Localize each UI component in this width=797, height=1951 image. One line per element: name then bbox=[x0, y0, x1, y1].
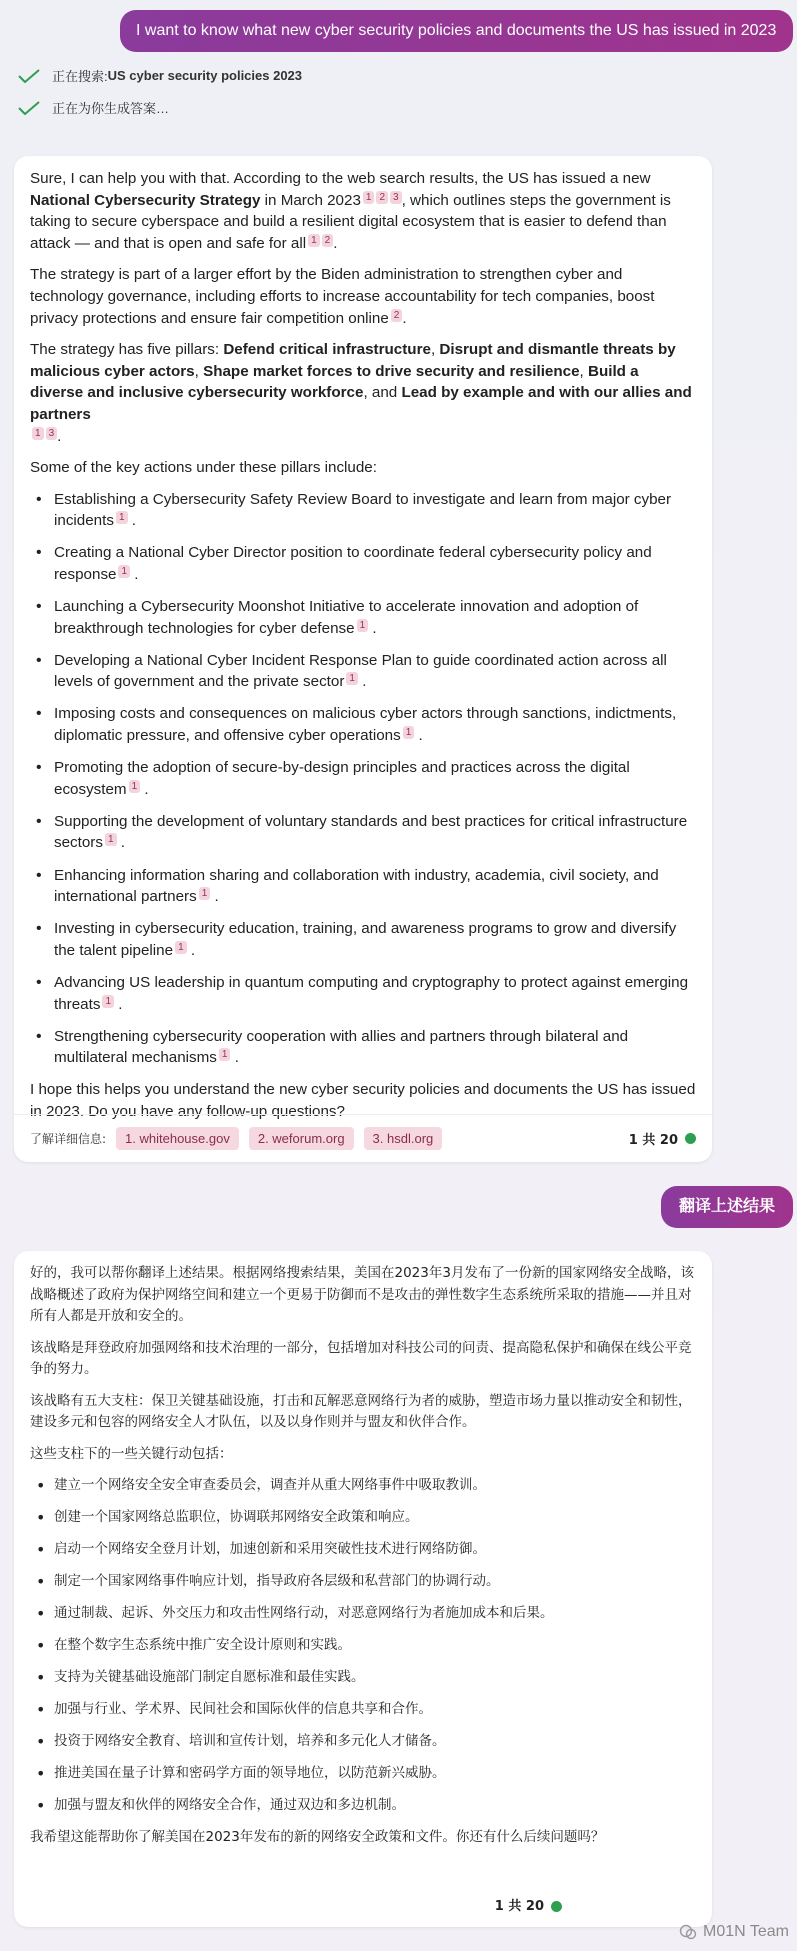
user-message-bubble bbox=[661, 1186, 793, 1228]
citation-1[interactable]: 1 bbox=[346, 672, 358, 685]
citation-3[interactable]: 3 bbox=[390, 191, 402, 204]
text: in March 2023 bbox=[260, 191, 361, 209]
text: Advancing US leadership in quantum computing and cryptography to protect against emerging threats bbox=[54, 973, 689, 1013]
answer-card-english bbox=[14, 156, 712, 1162]
turn-counter-text: 1 共 20 bbox=[494, 1898, 544, 1914]
citation-1[interactable]: 1 bbox=[105, 833, 117, 846]
citation-1[interactable]: 1 bbox=[129, 780, 141, 793]
citation-1[interactable]: 1 bbox=[32, 427, 44, 440]
source-link-hsdl[interactable]: 3. hsdl.org bbox=[364, 1127, 443, 1150]
wechat-logo-icon bbox=[679, 1923, 697, 1941]
turn-counter bbox=[495, 1896, 562, 1918]
text: , bbox=[194, 362, 204, 380]
status-dot-icon bbox=[685, 1133, 696, 1144]
list-item: • Promoting the adoption of secure-by-design principles and practices across the digital ecosystem 1 . bbox=[30, 757, 696, 800]
text: Enhancing information sharing and collaboration with industry, academia, civil society, and international partners bbox=[54, 866, 659, 906]
citation-2[interactable]: 2 bbox=[376, 191, 388, 204]
list-item: • 通过制裁、起诉、外交压力和攻击性网络行动，对恶意网络行为者施加成本和后果。 bbox=[30, 1603, 696, 1625]
list-item: • Enhancing information sharing and collaboration with industry, academia, civil society, and international partners 1 . bbox=[30, 865, 696, 908]
list-item: • Advancing US leadership in quantum computing and cryptography to protect against emerging threats 1 . bbox=[30, 972, 696, 1015]
text: Creating a National Cyber Director position to coordinate federal cybersecurity policy and response bbox=[54, 544, 652, 583]
citation-2[interactable]: 2 bbox=[391, 309, 403, 322]
citation-1[interactable]: 1 bbox=[363, 191, 375, 204]
watermark-text: M01N Team bbox=[703, 1923, 789, 1940]
answer-paragraph bbox=[30, 264, 696, 329]
text: Developing a National Cyber Incident Response Plan to guide coordinated action across all levels of government and the private sector bbox=[54, 651, 667, 691]
text: Strengthening cybersecurity cooperation with allies and partners through bilateral and multilateral mechanisms bbox=[54, 1027, 629, 1067]
citation-3[interactable]: 3 bbox=[46, 427, 58, 440]
pillar-4: Build a diverse and inclusive cybersecurity workforce bbox=[30, 362, 639, 402]
citation-1[interactable]: 1 bbox=[357, 619, 369, 632]
citation-1[interactable]: 1 bbox=[403, 726, 415, 739]
pillar-5: Lead by example and with our allies and partners bbox=[30, 384, 692, 423]
learn-more-label: 了解详细信息: bbox=[30, 1132, 107, 1146]
citation-2[interactable]: 2 bbox=[322, 234, 334, 247]
list-item: • Imposing costs and consequences on malicious cyber actors through sanctions, indictments, diplomatic pressure, and offensive cyber operations 1 . bbox=[30, 703, 696, 746]
watermark bbox=[679, 1923, 789, 1941]
text: , and bbox=[363, 384, 402, 402]
list-item: • Investing in cybersecurity education, training, and awareness programs to grow and diversify the talent pipeline 1 . bbox=[30, 918, 696, 961]
list-item: • Developing a National Cyber Incident Response Plan to guide coordinated action across all levels of government and the private sector 1 . bbox=[30, 650, 696, 693]
user-message-bubble bbox=[120, 10, 793, 52]
text: . bbox=[402, 309, 407, 327]
text: Imposing costs and consequences on malicious cyber actors through sanctions, indictments, diplomatic pressure, and offensive cyber operations bbox=[54, 705, 677, 745]
answer-card-chinese bbox=[14, 1251, 712, 1927]
text: , which outlines steps the government is taking to secure cyberspace and build a resilient digital ecosystem that is easier to defend than attack — and that is open and safe for all bbox=[30, 191, 671, 252]
answer-paragraph: 该战略是拜登政府加强网络和技术治理的一部分，包括增加对科技公司的问责、提高隐私保护和确保在线公平竞争的努力。 bbox=[30, 1339, 692, 1377]
list-item: • 加强与行业、学术界、民间社会和国际伙伴的信息共享和合作。 bbox=[30, 1699, 696, 1721]
key-actions-list bbox=[30, 489, 696, 1069]
citation-1[interactable]: 1 bbox=[219, 1048, 231, 1061]
list-item: • Establishing a Cybersecurity Safety Review Board to investigate and learn from major cyber incidents 1 . bbox=[30, 489, 696, 532]
answer-paragraph: 该战略有五大支柱：保卫关键基础设施，打击和瓦解恶意网络行为者的威胁，塑造市场力量以推动安全和韧性，建设多元和包容的网络安全人才队伍，以及以身作则并与盟友和伙伴合作。 bbox=[30, 1392, 692, 1430]
text: Launching a Cybersecurity Moonshot Initiative to accelerate innovation and adoption of breakthrough technologies for cyber defense bbox=[54, 598, 639, 637]
citation-1[interactable]: 1 bbox=[199, 887, 211, 900]
pillar-3: Shape market forces to drive security and resilience bbox=[203, 362, 580, 380]
check-icon bbox=[18, 69, 40, 83]
list-item: • 建立一个网络安全安全审查委员会，调查并从重大网络事件中吸取教训。 bbox=[30, 1475, 696, 1497]
user-message-text: I want to know what new cyber security policies and documents the US has issued in 2023 bbox=[136, 22, 777, 39]
citation-1[interactable]: 1 bbox=[116, 511, 128, 524]
list-item: • 推进美国在量子计算和密码学方面的领导地位，以防范新兴威胁。 bbox=[30, 1763, 696, 1785]
list-item: • 投资于网络安全教育、培训和宣传计划，培养和多元化人才储备。 bbox=[30, 1731, 696, 1753]
citation-1[interactable]: 1 bbox=[102, 995, 114, 1008]
text: Investing in cybersecurity education, training, and awareness programs to grow and diversify the talent pipeline bbox=[54, 920, 677, 959]
text: . bbox=[57, 427, 62, 445]
list-item: • Launching a Cybersecurity Moonshot Initiative to accelerate innovation and adoption of breakthrough technologies for cyber defense 1 . bbox=[30, 596, 696, 639]
text: Sure, I can help you with that. According to the web search results, the US has issued a new bbox=[30, 170, 651, 187]
status-prefix: 正在搜索: bbox=[52, 69, 108, 84]
text: Supporting the development of voluntary standards and best practices for critical infrastructure sectors bbox=[54, 812, 688, 852]
user-message-text: 翻译上述结果 bbox=[678, 1198, 775, 1215]
answer-paragraph bbox=[30, 168, 696, 254]
turn-counter bbox=[629, 1129, 696, 1148]
key-actions-list bbox=[30, 1475, 696, 1817]
check-icon bbox=[18, 101, 40, 115]
text: The strategy has five pillars: bbox=[30, 341, 224, 359]
bold-text: National Cybersecurity Strategy bbox=[30, 191, 261, 209]
text: Promoting the adoption of secure-by-design principles and practices across the digital ecosystem bbox=[54, 759, 630, 798]
turn-counter-text: 1 共 20 bbox=[628, 1133, 678, 1148]
text: , bbox=[430, 341, 440, 359]
status-dot-icon bbox=[551, 1901, 562, 1912]
list-item: • 制定一个国家网络事件响应计划，指导政府各层级和私营部门的协调行动。 bbox=[30, 1571, 696, 1593]
list-item: • Supporting the development of voluntary standards and best practices for critical infrastructure sectors 1 . bbox=[30, 811, 696, 854]
citation-1[interactable]: 1 bbox=[175, 941, 187, 954]
pillar-1: Defend critical infrastructure bbox=[223, 341, 431, 359]
search-query: US cyber security policies 2023 bbox=[107, 68, 303, 83]
list-item: • Creating a National Cyber Director position to coordinate federal cybersecurity policy and response 1 . bbox=[30, 542, 696, 585]
answer-paragraph: 好的，我可以帮你翻译上述结果。根据网络搜索结果，美国在2023年3月发布了一份新的国家网络安全战略，该战略概述了政府为保护网络空间和建立一个更易于防御而不是攻击的弹性数字生态系统所采取的措施——并且对所有人都是开放和安全的。 bbox=[30, 1265, 694, 1324]
text: The strategy is part of a larger effort by the Biden administration to strengthen cyber and technology governance, including efforts to increase accountability for tech companies, boost privacy protections and ensure fair competition online bbox=[30, 266, 655, 327]
closing-paragraph: I hope this helps you understand the new cyber security policies and documents the US has issued in 2023. Do you have any follow-up questions? bbox=[30, 1081, 696, 1120]
answer-paragraph: 这些支柱下的一些关键行动包括： bbox=[30, 1445, 233, 1462]
list-item: • 启动一个网络安全登月计划，加速创新和采用突破性技术进行网络防御。 bbox=[30, 1539, 696, 1561]
status-generating bbox=[18, 98, 169, 117]
closing-paragraph: 我希望这能帮助你了解美国在2023年发布的新的网络安全政策和文件。你还有什么后续问题吗？ bbox=[30, 1829, 605, 1845]
list-item: • 支持为关键基础设施部门制定自愿标准和最佳实践。 bbox=[30, 1667, 696, 1689]
citation-1[interactable]: 1 bbox=[118, 565, 130, 578]
citation-1[interactable]: 1 bbox=[308, 234, 320, 247]
sources-footer bbox=[14, 1114, 712, 1162]
list-item: • 在整个数字生态系统中推广安全设计原则和实践。 bbox=[30, 1635, 696, 1657]
text: , bbox=[579, 362, 588, 380]
source-link-whitehouse[interactable]: 1. whitehouse.gov bbox=[116, 1127, 239, 1150]
list-item: • Strengthening cybersecurity cooperation with allies and partners through bilateral and multilateral mechanisms 1 . bbox=[30, 1026, 696, 1069]
answer-paragraph: Some of the key actions under these pillars include: bbox=[30, 459, 377, 477]
list-item: • 加强与盟友和伙伴的网络安全合作，通过双边和多边机制。 bbox=[30, 1795, 696, 1817]
answer-paragraph bbox=[30, 339, 696, 447]
status-searching bbox=[18, 66, 302, 85]
text: Establishing a Cybersecurity Safety Review Board to investigate and learn from major cyber incidents bbox=[54, 490, 672, 530]
text: . bbox=[333, 234, 338, 252]
status-prefix: 正在为你生成答案… bbox=[52, 101, 170, 116]
list-item: • 创建一个国家网络总监职位，协调联邦网络安全政策和响应。 bbox=[30, 1507, 696, 1529]
pillar-2: Disrupt and dismantle threats by malicious cyber actors bbox=[30, 341, 676, 380]
source-link-weforum[interactable]: 2. weforum.org bbox=[249, 1127, 354, 1150]
